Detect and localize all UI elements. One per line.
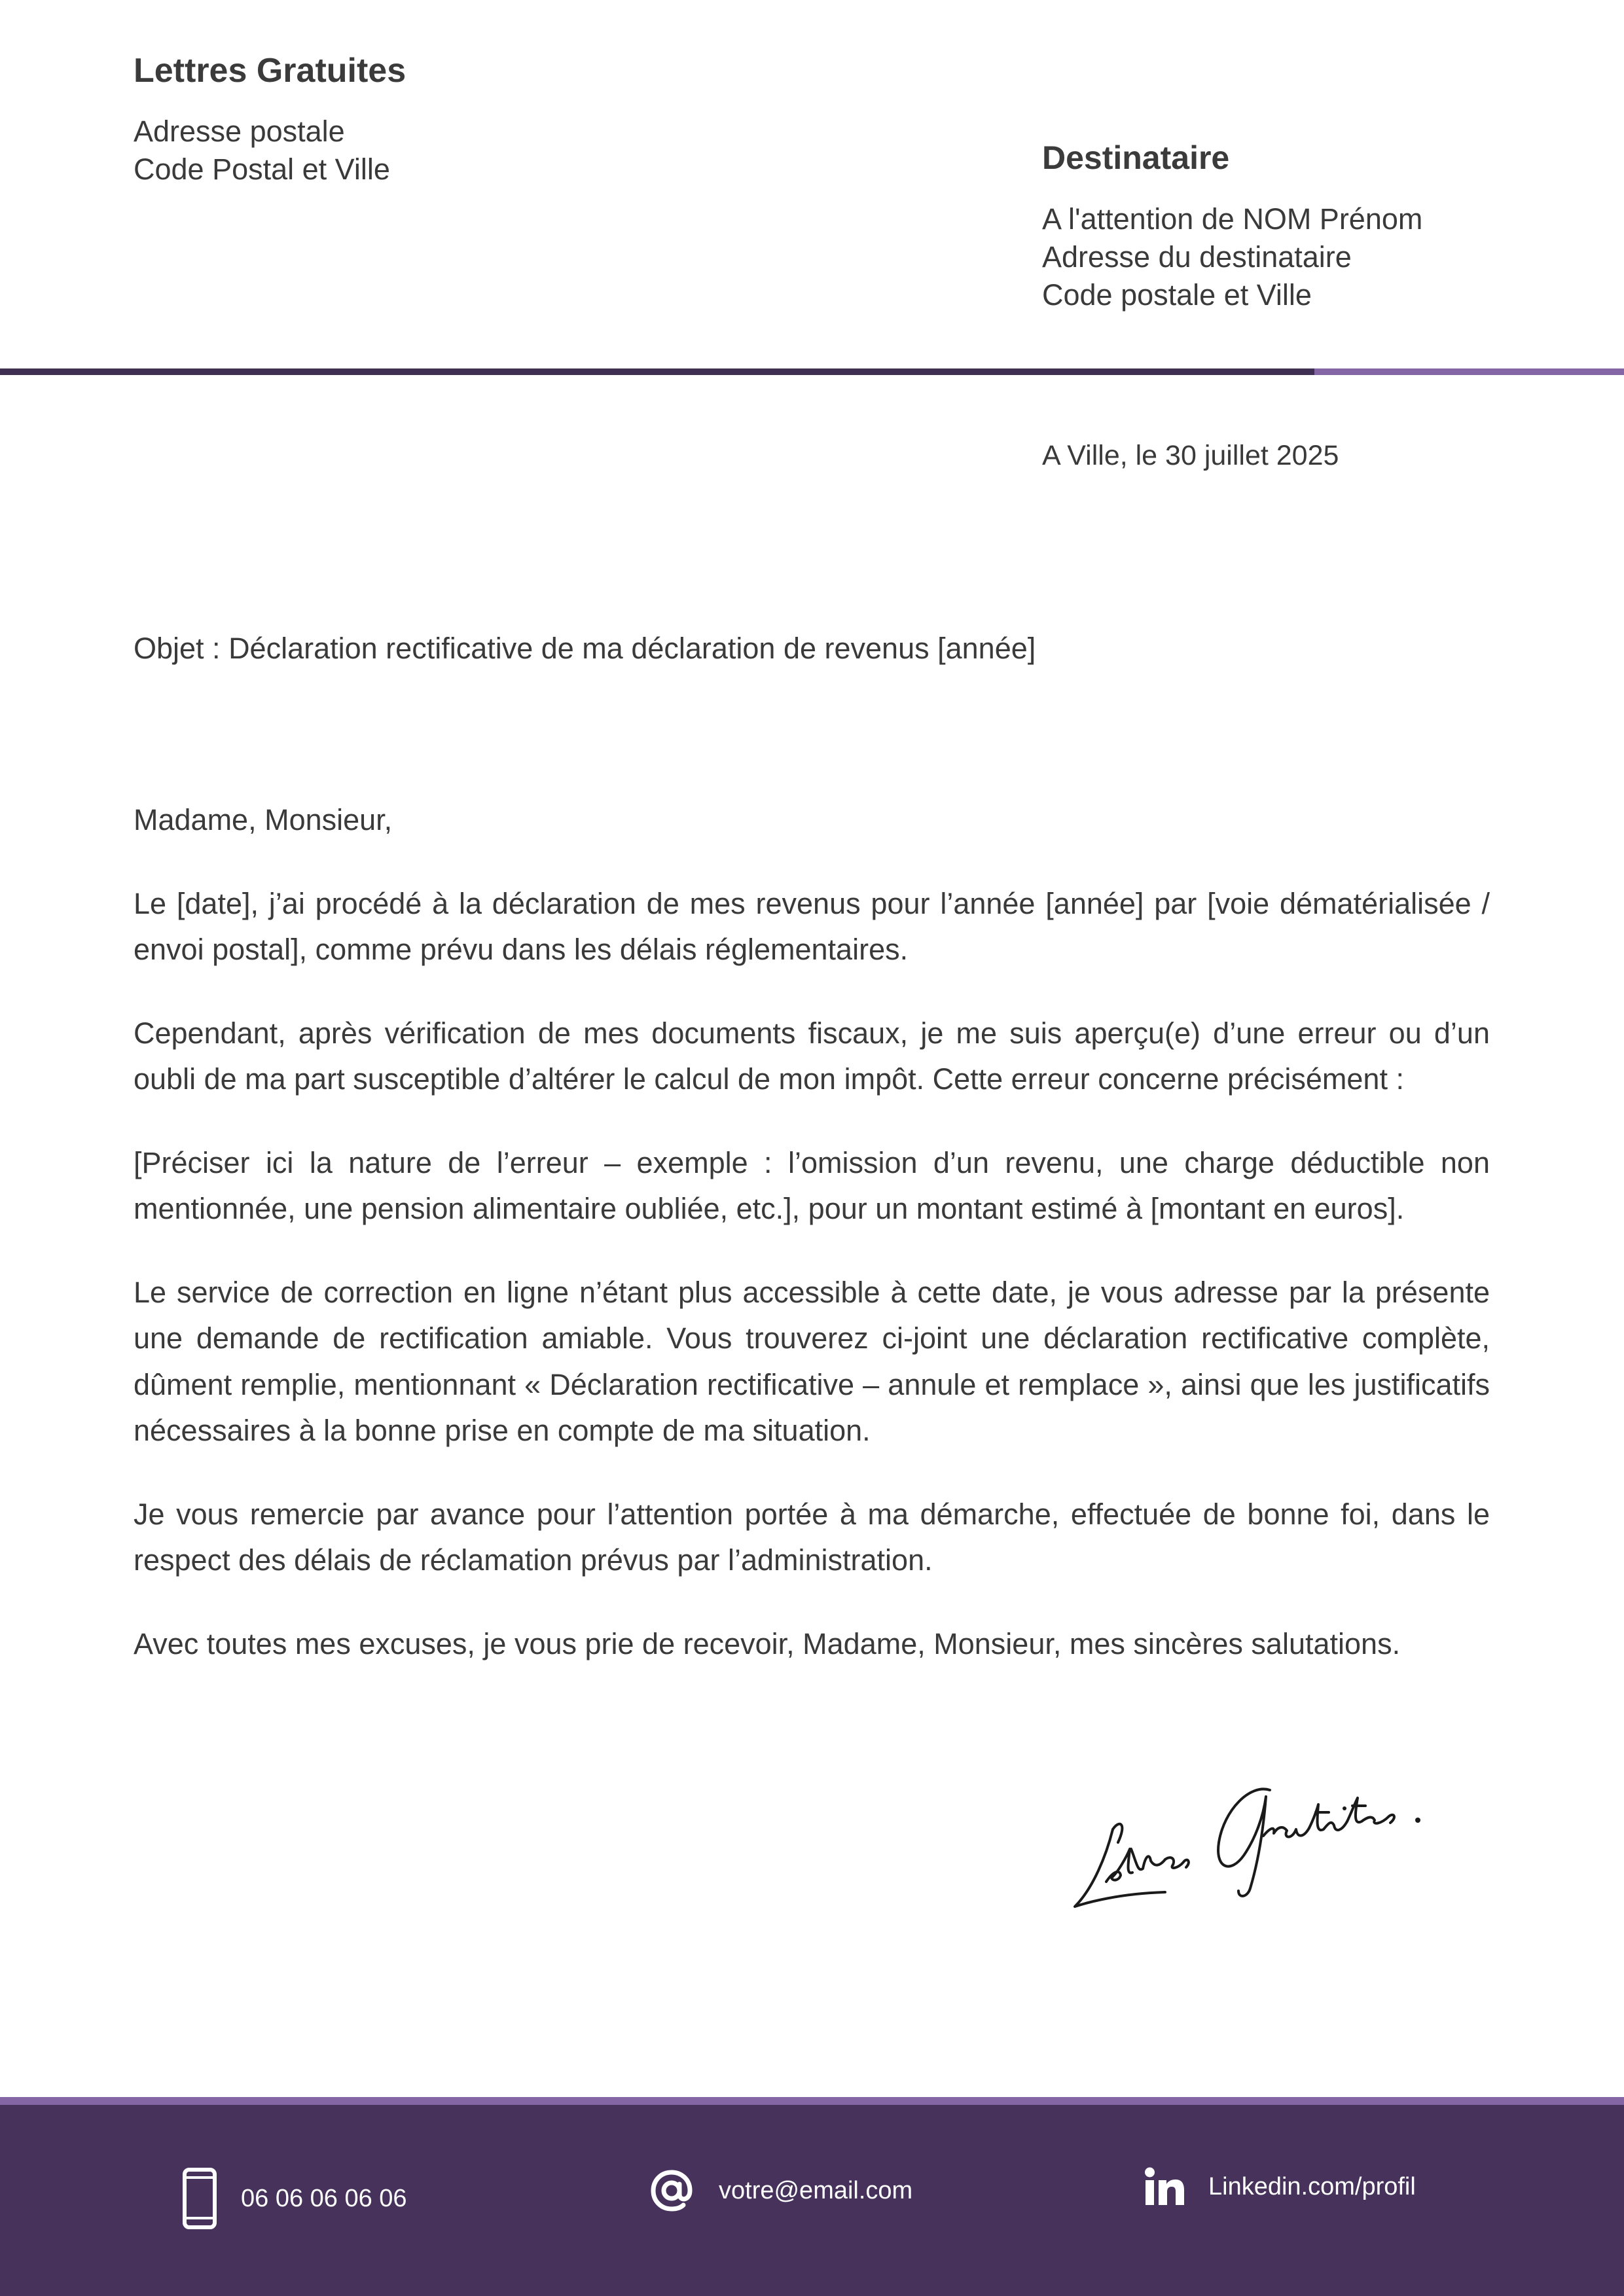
recipient-address [1042, 200, 1422, 314]
handwritten-signature [1067, 1757, 1447, 1928]
footer-linkedin-text[interactable]: Linkedin.com/profil [1208, 2172, 1416, 2200]
footer-phone-text: 06 06 06 06 06 [241, 2184, 407, 2212]
recipient-attention-line: A l'attention de NOM Prénom [1042, 202, 1423, 236]
sender-address [134, 113, 390, 188]
sender-name: Lettres Gratuites [134, 52, 406, 90]
body-paragraph: Je vous remercie par avance pour l’attention portée à ma démarche, effectuée de bonne foi, dans le respect des délais de réclamation prévus par l’administration. [134, 1497, 1490, 1577]
header-divider-dark [0, 368, 1314, 375]
sender-city-line: Code Postal et Ville [134, 152, 390, 186]
body-paragraph: Le service de correction en ligne n’étant plus accessible à cette date, je vous adresse par la présente une demande de rectification amiable. Vous trouverez ci-joint une déclaration rectificative complète, dûment remplie, mentionnant « Déclaration rectificative – annule et remplace », ainsi que les justificatifs nécessaires à la bonne prise en compte de ma situation. [134, 1275, 1490, 1447]
footer-phone [182, 2167, 407, 2230]
footer-email [648, 2167, 912, 2214]
footer-contact-bar [0, 2105, 1624, 2296]
footer-email-text[interactable]: votre@email.com [719, 2176, 913, 2204]
sender-address-line: Adresse postale [134, 115, 345, 148]
recipient-city-line: Code postale et Ville [1042, 278, 1312, 312]
body-paragraph: Le [date], j’ai procédé à la déclaration de mes revenus pour l’année [année] par [voie dématérialisée / envoi postal], comme prévu dans les délais réglementaires. [134, 886, 1490, 966]
phone-icon [182, 2167, 217, 2230]
footer-accent-stripe [0, 2097, 1624, 2105]
greeting: Madame, Monsieur, [134, 803, 393, 836]
letter-body [134, 797, 1490, 1704]
date-line: A Ville, le 30 juillet 2025 [1042, 440, 1339, 471]
body-paragraph: Cependant, après vérification de mes documents fiscaux, je me suis aperçu(e) d’une erreur ou d’un oubli de ma part susceptible d’altérer le calcul de mon impôt. Cette erreur concerne précisément : [134, 1016, 1490, 1096]
recipient-title: Destinataire [1042, 139, 1230, 176]
header-divider-light [1314, 368, 1624, 375]
recipient-address-line: Adresse du destinataire [1042, 240, 1352, 274]
at-icon [648, 2167, 695, 2214]
subject-line: Objet : Déclaration rectificative de ma déclaration de revenus [année] [134, 632, 1036, 665]
linkedin-icon [1144, 2167, 1185, 2206]
body-paragraph: [Préciser ici la nature de l’erreur – exemple : l’omission d’un revenu, une charge déductible non mentionnée, une pension alimentaire oubliée, etc.], pour un montant estimé à [montant en euros]. [134, 1145, 1490, 1225]
closing-paragraph: Avec toutes mes excuses, je vous prie de recevoir, Madame, Monsieur, mes sincères salutations. [134, 1626, 1401, 1660]
footer-linkedin [1144, 2167, 1416, 2206]
